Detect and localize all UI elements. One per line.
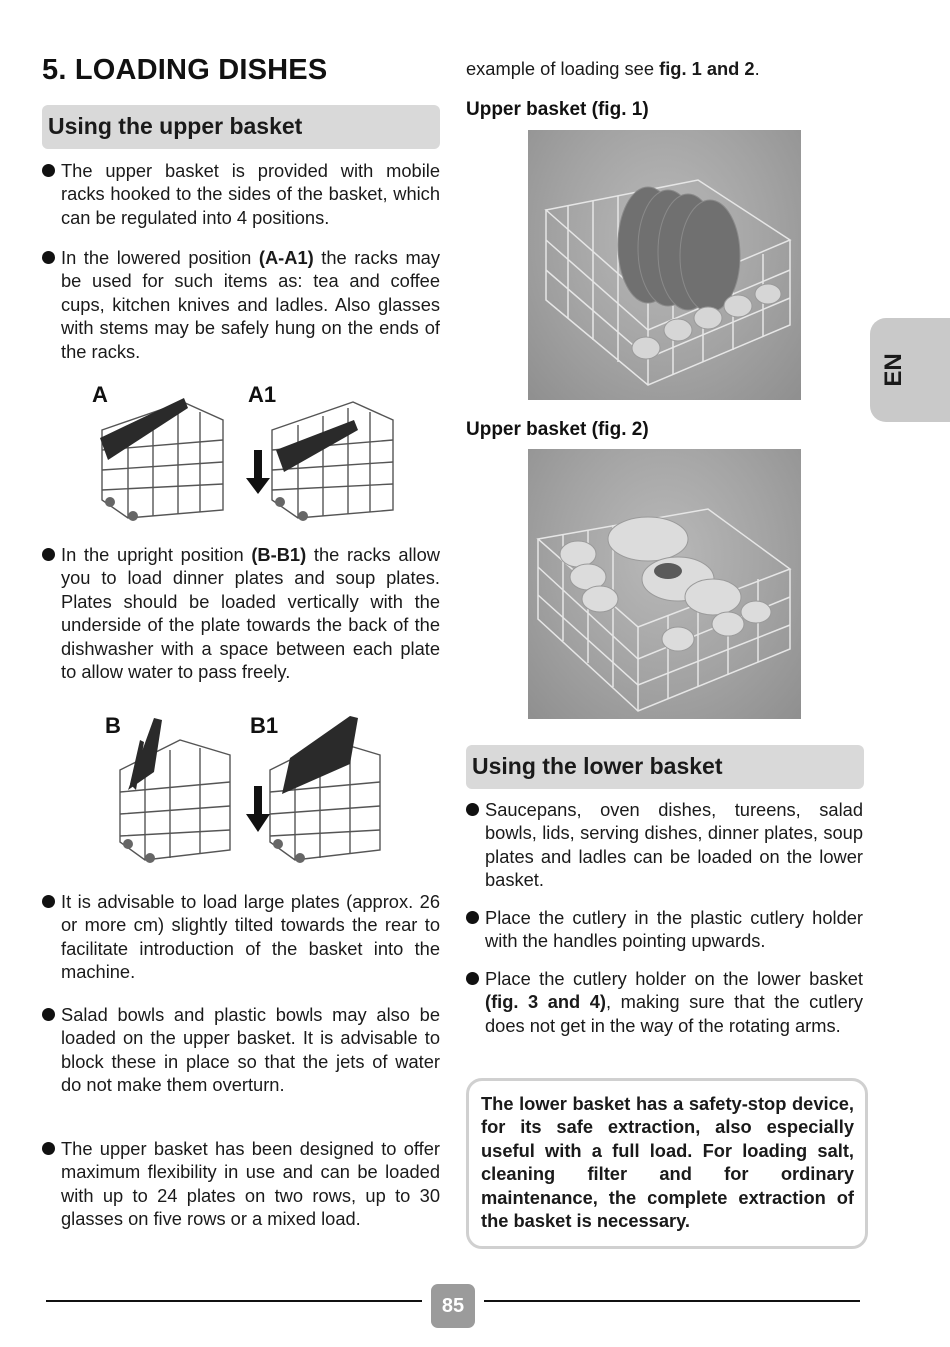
list-item bbox=[42, 890, 440, 984]
rack-figure-b-b1 bbox=[100, 710, 400, 870]
bullet-icon bbox=[466, 911, 479, 924]
safety-notice-box bbox=[466, 1078, 868, 1249]
list-item bbox=[466, 798, 863, 892]
bullet-text: The upper basket has been designed to offer maximum flexibility in use and can be loaded with up to 24 plates on two rows, up to 30 glasses on five rows or a mixed load. bbox=[61, 1138, 440, 1230]
bullet-icon bbox=[42, 164, 55, 177]
list-item bbox=[42, 1137, 440, 1231]
footer-rule-right bbox=[484, 1300, 860, 1302]
bullet-icon bbox=[42, 1008, 55, 1021]
example-text-post: . bbox=[754, 58, 760, 79]
section-title: 5. LOADING DISHES bbox=[42, 54, 328, 86]
fig2-caption: Upper basket (fig. 2) bbox=[466, 419, 649, 440]
bullet-text-pre: In the lowered position bbox=[61, 247, 259, 268]
bullet-icon bbox=[466, 803, 479, 816]
figure-label-b: B bbox=[105, 713, 121, 738]
bullet-icon bbox=[42, 1142, 55, 1155]
language-tab bbox=[870, 318, 950, 422]
bullet-icon bbox=[466, 972, 479, 985]
figure-label-b1: B1 bbox=[250, 713, 279, 738]
bullet-text: Place the cutlery in the plastic cutlery holder with the handles pointing upwards. bbox=[485, 907, 863, 952]
list-item bbox=[42, 1003, 440, 1097]
bullet-text-post: the racks allow you to load dinner plates and soup plates. Plates should be loaded vertically with the underside of the plate towards the back of the dishwasher with a space between each plate to allow water to pass freely. bbox=[61, 544, 440, 683]
rack-upright-illustration bbox=[100, 710, 400, 870]
fig1-caption: Upper basket (fig. 1) bbox=[466, 99, 649, 120]
upper-basket-photo-1 bbox=[528, 130, 801, 400]
example-text-bold: fig. 1 and 2 bbox=[659, 58, 755, 79]
rack-lowered-illustration bbox=[88, 380, 408, 525]
list-item bbox=[466, 906, 863, 953]
figure-label-a: A bbox=[92, 382, 108, 407]
bullet-text-post: the racks may be used for such items as: tea and coffee cups, kitchen knives and ladles. Also glasses with stems may be safely hung on the ends of the racks. bbox=[61, 247, 440, 362]
basket-photo-illustration bbox=[528, 449, 801, 719]
bullet-text-bold: (B-B1) bbox=[251, 544, 307, 565]
list-item bbox=[466, 967, 863, 1037]
safety-notice-text: The lower basket has a safety-stop device, for its safe extraction, also especially useful with a full load. For loading salt, cleaning filter and for ordinary maintenance, the complete extraction of the basket is necessary. bbox=[481, 1093, 854, 1232]
upper-basket-heading: Using the upper basket bbox=[42, 105, 440, 149]
bullet-icon bbox=[42, 251, 55, 264]
example-text-pre: example of loading see bbox=[466, 58, 660, 79]
bullet-text-bold: (fig. 3 and 4) bbox=[485, 991, 607, 1013]
upper-basket-photo-2 bbox=[528, 449, 801, 719]
bullet-text-pre: Place the cutlery holder on the lower basket bbox=[485, 968, 863, 989]
bullet-icon bbox=[42, 895, 55, 908]
list-item bbox=[42, 246, 440, 363]
list-item bbox=[42, 543, 440, 683]
figure-label-a1: A1 bbox=[248, 382, 277, 407]
bullet-text-bold: (A-A1) bbox=[258, 247, 314, 268]
bullet-text-post: , making sure that the cutlery does not get in the way of the rotating arms. bbox=[485, 991, 863, 1036]
rack-figure-a-a1 bbox=[88, 380, 408, 525]
example-reference bbox=[466, 57, 864, 80]
page-number: 85 bbox=[431, 1284, 475, 1328]
bullet-text: It is advisable to load large plates (approx. 26 or more cm) slightly tilted towards the rear to facilitate introduction of the basket into the machine. bbox=[61, 891, 440, 983]
basket-photo-illustration bbox=[528, 130, 801, 400]
bullet-text: Saucepans, oven dishes, tureens, salad bowls, lids, serving dishes, dinner plates, soup plates and ladles can be loaded on the lower basket. bbox=[485, 799, 863, 891]
bullet-text-pre: In the upright position bbox=[61, 544, 252, 565]
footer-rule-left bbox=[46, 1300, 422, 1302]
bullet-text: The upper basket is provided with mobile racks hooked to the sides of the basket, which can be regulated into 4 positions. bbox=[61, 160, 440, 228]
bullet-icon bbox=[42, 548, 55, 561]
language-tab-label: EN bbox=[880, 353, 907, 387]
lower-basket-heading: Using the lower basket bbox=[466, 745, 864, 789]
list-item bbox=[42, 159, 440, 229]
bullet-text: Salad bowls and plastic bowls may also be loaded on the upper basket. It is advisable to block these in place so that the jets of water do not make them overturn. bbox=[61, 1004, 440, 1096]
